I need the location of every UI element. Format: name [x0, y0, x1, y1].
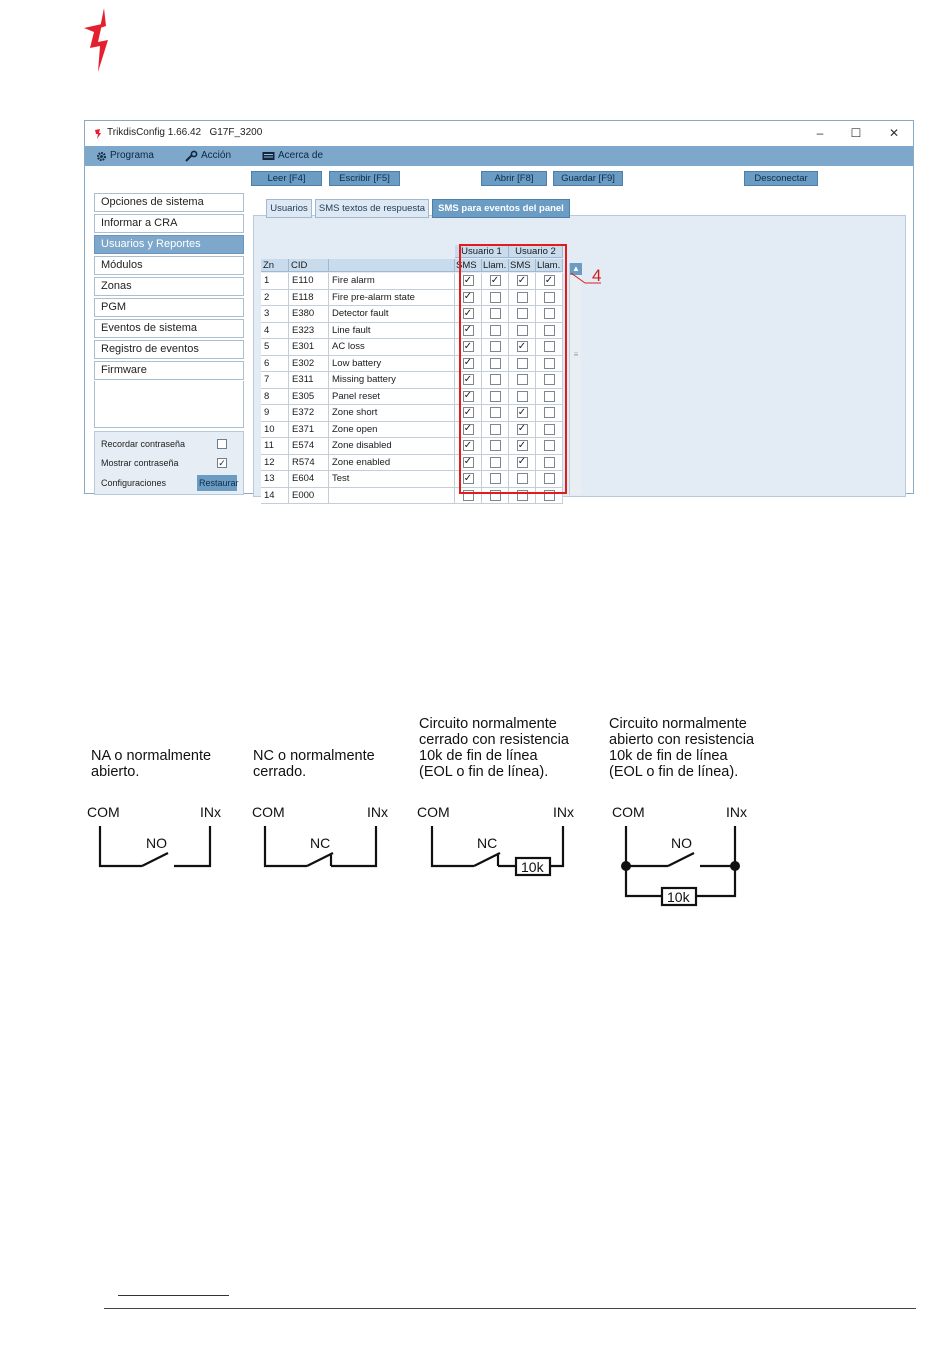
- table-cell: Fire alarm: [329, 273, 455, 290]
- diagram-2-wire-left: [265, 826, 307, 866]
- sidebar-item-eventos-sistema[interactable]: Eventos de sistema: [94, 319, 244, 338]
- table-cell: Line fault: [329, 323, 455, 340]
- diagram-2-closed-switch: [307, 853, 333, 866]
- column-header-cid: CID: [289, 259, 329, 272]
- table-cell: E000: [289, 488, 329, 505]
- diagram-2-com-label: COM: [252, 804, 285, 820]
- check-mark-icon: ✓: [463, 439, 473, 451]
- table-cell: 3: [261, 306, 289, 323]
- table-cell: 11: [261, 438, 289, 455]
- check-mark-icon: ✓: [463, 390, 473, 401]
- desconectar-button[interactable]: Desconectar: [744, 171, 818, 186]
- close-button[interactable]: ✕: [888, 126, 900, 140]
- diagram-4-title: Circuito normalmente abierto con resistencia 10k de fin de línea (EOL o fin de línea).: [609, 716, 755, 780]
- table-cell: E302: [289, 356, 329, 373]
- table-cell: 1: [261, 273, 289, 290]
- diagram-2-wire-right: [331, 826, 376, 866]
- footnote-separator: [118, 1295, 229, 1296]
- table-cell: E110: [289, 273, 329, 290]
- grid-scrollbar[interactable]: [569, 263, 581, 495]
- table-cell: Missing battery: [329, 372, 455, 389]
- column-header-llam2: Llam.: [536, 259, 563, 272]
- scroll-up-arrow-icon[interactable]: ▲: [570, 263, 582, 275]
- check-mark-icon: ✓: [490, 274, 500, 286]
- table-cell: Zone enabled: [329, 455, 455, 472]
- table-cell: 4: [261, 323, 289, 340]
- minimize-button[interactable]: –: [816, 126, 824, 140]
- diagram-1-com-label: COM: [87, 804, 120, 820]
- menu-bar: [85, 146, 913, 166]
- check-mark-icon: ✓: [463, 357, 473, 368]
- sidebar-item-modulos[interactable]: Módulos: [94, 256, 244, 275]
- table-cell: E305: [289, 389, 329, 406]
- diagram-4-com-label: COM: [612, 804, 645, 820]
- table-cell: 2: [261, 290, 289, 307]
- diagram-4-circuit: [605, 800, 765, 910]
- diagram-4-parallel-right: [696, 866, 735, 896]
- sidebar-item-opciones-sistema[interactable]: Opciones de sistema: [94, 193, 244, 212]
- app-icon: [94, 127, 102, 139]
- title-bar: [85, 121, 913, 146]
- table-cell: E311: [289, 372, 329, 389]
- diagram-4-inx-label: INx: [726, 804, 747, 820]
- sidebar-empty-area: [94, 381, 244, 428]
- escribir-button[interactable]: Escribir [F5]: [329, 171, 400, 186]
- table-cell: 9: [261, 405, 289, 422]
- table-cell: Low battery: [329, 356, 455, 373]
- table-cell: 5: [261, 339, 289, 356]
- group-header-usuario-1: Usuario 1: [455, 245, 509, 258]
- check-mark-icon: ✓: [517, 340, 527, 352]
- restaurar-button[interactable]: Restaurar: [197, 475, 237, 491]
- window-title: TrikdisConfig 1.66.42 G17F_3200: [107, 127, 263, 138]
- check-mark-icon: ✓: [517, 439, 527, 451]
- table-cell: E301: [289, 339, 329, 356]
- mostrar-label: Mostrar contraseña: [101, 458, 179, 468]
- trikdis-logo: [80, 6, 116, 74]
- tab-usuarios[interactable]: Usuarios: [266, 199, 312, 218]
- diagram-4-wire-right: [700, 826, 735, 866]
- tab-sms-respuesta[interactable]: SMS textos de respuesta: [315, 199, 429, 218]
- guardar-button[interactable]: Guardar [F9]: [553, 171, 623, 186]
- check-mark-icon: ✓: [463, 373, 473, 385]
- diagram-1-open-switch: [142, 853, 168, 866]
- diagram-1-circuit: [80, 800, 230, 880]
- table-cell: E372: [289, 405, 329, 422]
- table-cell: E371: [289, 422, 329, 439]
- diagram-3-closed-switch: [474, 853, 500, 866]
- table-cell: E574: [289, 438, 329, 455]
- sidebar-item-firmware[interactable]: Firmware: [94, 361, 244, 380]
- diagram-2-switch-label: NC: [310, 835, 331, 851]
- sidebar-item-pgm[interactable]: PGM: [94, 298, 244, 317]
- check-mark-icon: ✓: [517, 274, 527, 286]
- diagram-3-com-label: COM: [417, 804, 450, 820]
- table-cell: Zone short: [329, 405, 455, 422]
- sidebar-item-registro-eventos[interactable]: Registro de eventos: [94, 340, 244, 359]
- column-header-sms2: SMS: [509, 259, 536, 272]
- menu-accion-label: Acción: [201, 150, 232, 161]
- check-mark-icon: ✓: [463, 324, 473, 335]
- check-mark-icon: ✓: [463, 274, 473, 286]
- recordar-checkbox[interactable]: [217, 439, 227, 449]
- check-mark-icon: ✓: [517, 423, 527, 434]
- table-cell: 14: [261, 488, 289, 505]
- column-header-sms1: SMS: [455, 259, 482, 272]
- trikdisconfig-window: [84, 120, 914, 501]
- check-mark-icon: ✓: [463, 307, 473, 319]
- check-mark-icon: ✓: [517, 406, 527, 418]
- diagram-4-open-switch: [668, 853, 694, 866]
- diagram-3-wire-left: [432, 826, 474, 866]
- table-cell: [329, 488, 455, 505]
- table-cell: Test: [329, 471, 455, 488]
- column-header-llam1: Llam.: [482, 259, 509, 272]
- table-cell: E604: [289, 471, 329, 488]
- check-mark-icon: ✓: [463, 472, 473, 484]
- table-cell: Zone disabled: [329, 438, 455, 455]
- table-cell: 7: [261, 372, 289, 389]
- keyboard-icon: [262, 151, 275, 161]
- diagram-1-wire-left: [100, 826, 142, 866]
- diagram-3-circuit: [410, 800, 580, 885]
- scroll-grip-icon[interactable]: ≡: [573, 350, 579, 359]
- diagram-2-title: NC o normalmente cerrado.: [253, 748, 375, 780]
- menu-accion[interactable]: [185, 146, 231, 166]
- table-cell: AC loss: [329, 339, 455, 356]
- sidebar-item-zonas[interactable]: Zonas: [94, 277, 244, 296]
- diagram-2-circuit: [245, 800, 395, 880]
- diagram-4-resistor-label: 10k: [667, 889, 690, 905]
- mostrar-checkbox[interactable]: ✓: [218, 457, 226, 468]
- table-cell: Fire pre-alarm state: [329, 290, 455, 307]
- check-mark-icon: ✓: [463, 456, 473, 467]
- diagram-1-title: NA o normalmente abierto.: [91, 748, 212, 780]
- table-cell: Detector fault: [329, 306, 455, 323]
- diagram-4-switch-label: NO: [671, 835, 692, 851]
- table-cell: Zone open: [329, 422, 455, 439]
- table-cell: E380: [289, 306, 329, 323]
- diagram-4-parallel-left: [626, 866, 662, 896]
- column-header-text: [329, 259, 455, 272]
- callout-number: 4: [592, 266, 602, 285]
- check-mark-icon: ✓: [463, 340, 473, 352]
- highlight-box: [459, 244, 567, 494]
- diagram-3-title: Circuito normalmente cerrado con resistencia 10k de fin de línea (EOL o fin de línea).: [419, 716, 569, 780]
- menu-acerca-label: Acerca de: [278, 150, 324, 161]
- table-cell: Panel reset: [329, 389, 455, 406]
- check-mark-icon: ✓: [463, 423, 473, 434]
- table-cell: R574: [289, 455, 329, 472]
- tab-sms-eventos[interactable]: SMS para eventos del panel: [432, 199, 570, 218]
- table-cell: 8: [261, 389, 289, 406]
- sidebar: [92, 191, 246, 491]
- diagram-1-wire-right: [174, 826, 210, 866]
- table-cell: 13: [261, 471, 289, 488]
- footer-rule: [104, 1308, 916, 1309]
- diagram-2-inx-label: INx: [367, 804, 388, 820]
- column-header-zn: Zn: [261, 259, 289, 272]
- group-header-usuario-2: Usuario 2: [509, 245, 563, 258]
- diagram-3-resistor-label: 10k: [521, 859, 544, 875]
- toolbar: [85, 166, 913, 190]
- diagram-3-switch-label: NC: [477, 835, 498, 851]
- diagram-1-switch-label: NO: [146, 835, 167, 851]
- sidebar-item-informar-cra[interactable]: Informar a CRA: [94, 214, 244, 233]
- leer-button[interactable]: Leer [F4]: [251, 171, 322, 186]
- diagram-4-wire-left: [626, 826, 668, 866]
- trikdis-lightning-logo-icon: [80, 6, 116, 74]
- config-label: Configuraciones: [101, 478, 167, 488]
- table-cell: 6: [261, 356, 289, 373]
- options-panel: [94, 431, 244, 495]
- sidebar-item-usuarios-reportes[interactable]: Usuarios y Reportes: [94, 235, 244, 254]
- check-mark-icon: ✓: [544, 274, 554, 286]
- table-cell: 12: [261, 455, 289, 472]
- table-cell: E323: [289, 323, 329, 340]
- table-cell: 10: [261, 422, 289, 439]
- recordar-label: Recordar contraseña: [101, 439, 186, 449]
- diagram-3-wire-right: [550, 826, 563, 866]
- menu-programa[interactable]: [96, 146, 154, 166]
- diagram-1-inx-label: INx: [200, 804, 221, 820]
- menu-acerca[interactable]: [262, 146, 323, 166]
- gear-icon: [96, 151, 107, 162]
- diagram-3-inx-label: INx: [553, 804, 574, 820]
- menu-programa-label: Programa: [110, 150, 154, 161]
- check-mark-icon: ✓: [517, 456, 527, 467]
- wrench-icon: [185, 151, 198, 162]
- table-cell: E118: [289, 290, 329, 307]
- maximize-button[interactable]: ☐: [850, 126, 862, 140]
- check-mark-icon: ✓: [463, 406, 473, 418]
- abrir-button[interactable]: Abrir [F8]: [481, 171, 547, 186]
- check-mark-icon: ✓: [463, 291, 473, 302]
